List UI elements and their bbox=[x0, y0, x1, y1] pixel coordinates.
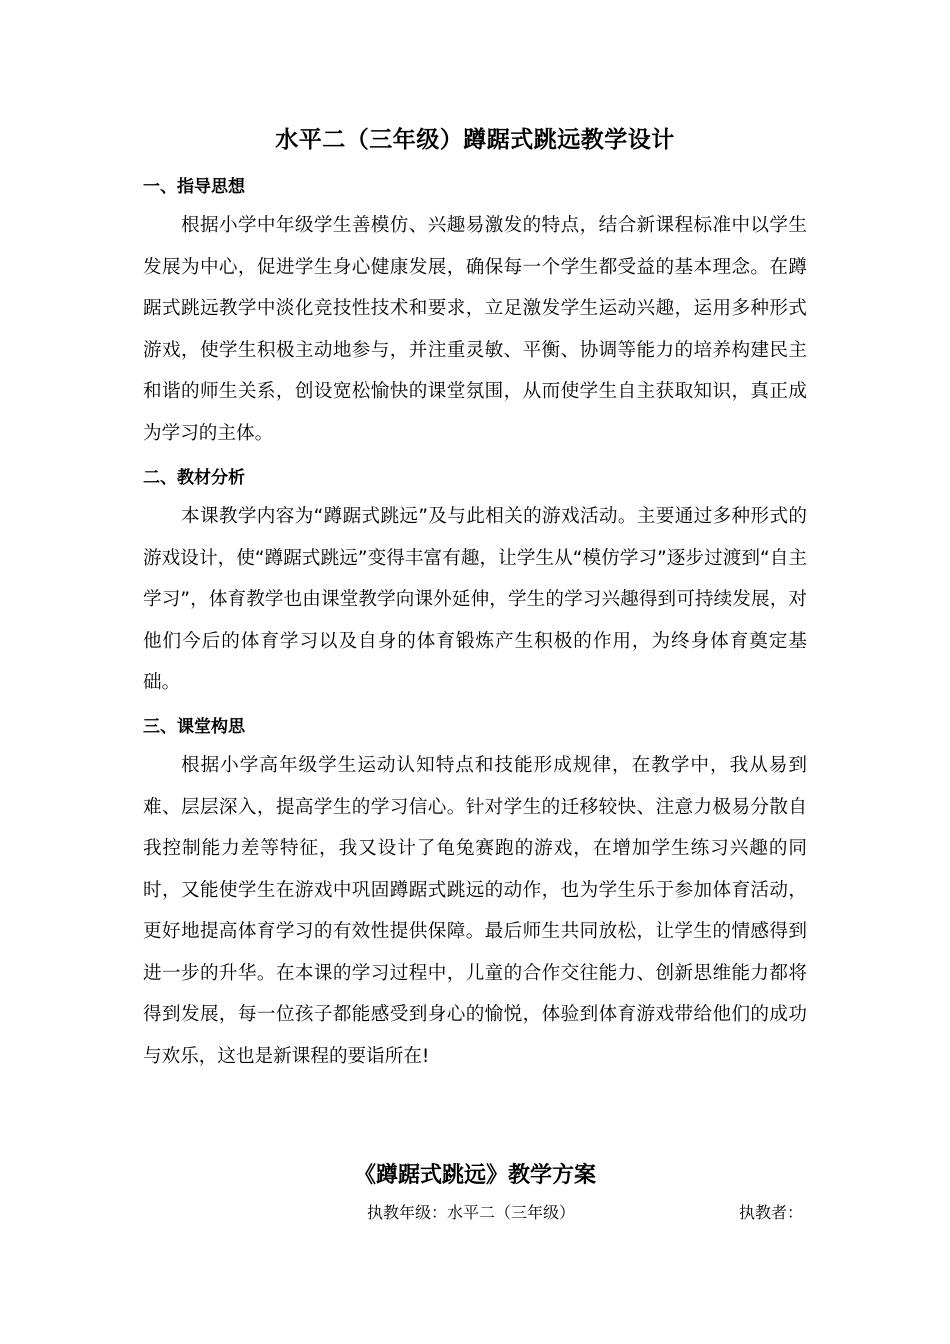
paragraph-material-analysis: 本课教学内容为“蹲踞式跳远”及与此相关的游戏活动。主要通过多种形式的游戏设计，使“蹲踞式跳远”变得丰富有趣，让学生从“模仿学习”逐步过渡到“自主学习”，体育教学也由课堂教学向课外延伸，学生的学习兴趣得到可持续发展，对他们今后的体育学习以及自身的体育锻炼产生积极的作用，为终身体育奠定基础。 bbox=[143, 506, 807, 693]
document-title: 水平二（三年级）蹲踞式跳远教学设计 bbox=[275, 127, 675, 153]
teacher-line: 执教者： bbox=[739, 1203, 804, 1222]
paragraph-class-design: 根据小学高年级学生运动认知特点和技能形成规律，在教学中，我从易到难、层层深入，提高学生的学习信心。针对学生的迁移较快、注意力极易分散自我控制能力差等特征，我又设计了龟兔赛跑的游戏，在增加学生练习兴趣的同时，又能使学生在游戏中巩固蹲踞式跳远的动作，也为学生乐于参加体育活动，更好地提高体育学习的有效性提供保障。最后师生共同放松，让学生的情感得到进一步的升华。在本课的学习过程中，儿童的合作交往能力、创新思维能力都将得到发展，每一位孩子都能感受到身心的愉悦，体验到体育游戏带给他们的成功与欢乐，这也是新课程的要诣所在! bbox=[143, 755, 807, 1067]
section-heading-guiding-ideology: 一、指导思想 bbox=[143, 177, 245, 197]
section-heading-material-analysis: 二、教材分析 bbox=[143, 468, 245, 488]
section-heading-class-design: 三、课堂构思 bbox=[143, 717, 245, 737]
teaching-grade-line: 执教年级：水平二（三年级） bbox=[367, 1203, 576, 1222]
paragraph-guiding-ideology: 根据小学中年级学生善模仿、兴趣易激发的特点，结合新课程标准中以学生发展为中心，促进学生身心健康发展，确保每一个学生都受益的基本理念。在蹲踞式跳远教学中淡化竞技性技术和要求，立足激发学生运动兴趣，运用多种形式游戏，使学生积极主动地参与，并注重灵敏、平衡、协调等能力的培养构建民主和谐的师生关系，创设宽松愉快的课堂氛围，从而使学生自主获取知识，真正成为学习的主体。 bbox=[143, 215, 807, 444]
teaching-plan-title: 《蹲踞式跳远》教学方案 bbox=[353, 1163, 596, 1188]
